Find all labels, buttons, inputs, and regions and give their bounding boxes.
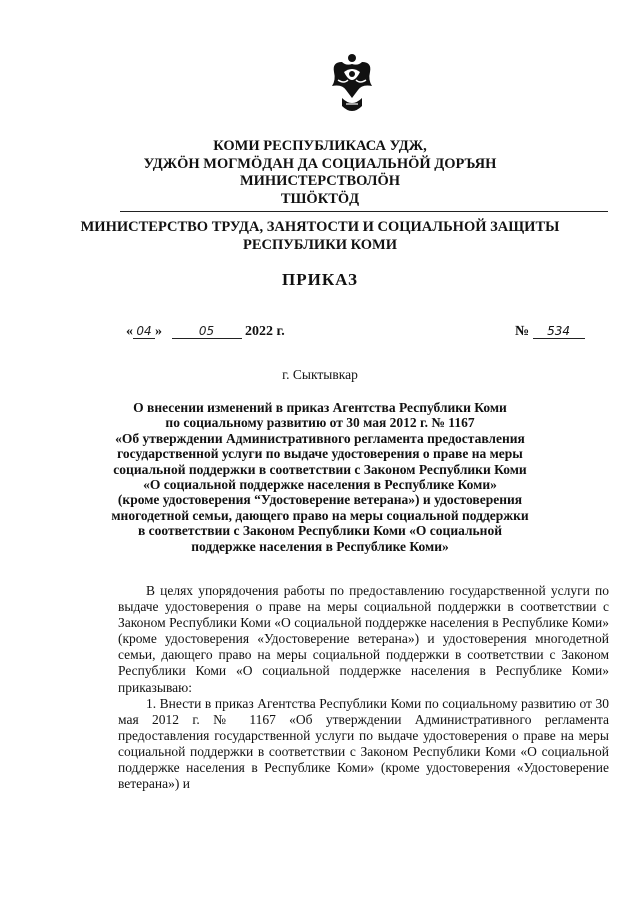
date-close-quote: » [155,324,162,339]
ministry-header [0,219,640,254]
date-year: 2022 г. [245,324,285,339]
subject-line: «Об утверждении Административного регламента предоставления [115,430,525,446]
number-value: 534 [533,324,585,339]
date-day: 04 [133,324,155,339]
subject-line: многодетной семьи, дающего право на меры социальной поддержки [111,507,529,523]
komi-header-line: ТШӦКТӦД [280,190,360,207]
ministry-header-line: РЕСПУБЛИКИ КОМИ [242,236,398,253]
subject-line: (кроме удостоверения “Удостоверение ветерана») и удостоверения [117,492,523,508]
document-type: ПРИКАЗ [282,270,358,289]
komi-header-line: КОМИ РЕСПУБЛИКАСА УДЖ, [213,138,427,154]
subject-line: по социальному развитию от 30 мая 2012 г. № 1167 [165,415,475,431]
subject-line: в соответствии с Законом Республики Коми «О социальной [137,523,502,539]
header-divider [120,211,608,212]
ministry-header-line: МИНИСТЕРСТВО ТРУДА, ЗАНЯТОСТИ И СОЦИАЛЬНОЙ ЗАЩИТЫ [80,219,560,235]
subject-line: государственной услуги по выдаче удостоверения о праве на меры [117,446,523,462]
subject-line: «О социальной поддержке населения в Республике Коми» [143,477,497,493]
date-open-quote: « [126,324,133,339]
city: г. Сыктывкар [282,367,358,382]
date-month: 05 [172,324,242,339]
subject-line: поддержке населения в Республике Коми» [191,538,449,554]
komi-header-line: МИНИСТЕРСТВОЛӦН [239,173,401,189]
order-body [118,583,609,792]
number-sign: № [515,324,530,339]
komi-coat-of-arms-icon [328,50,376,116]
subject-line: О внесении изменений в приказ Агентства Республики Коми [133,400,507,415]
body-paragraph: В целях упорядочения работы по предоставлению государственной услуги по выдаче удостоверения о праве на меры социальной поддержки в соответствии с Законом Республики Коми «О социальной поддержке населения в Республике Коми» (кроме удостоверения «Удостоверение ветерана») и удостоверения многодетной семьи, дающего право на меры социальной поддержки в соответствии с Законом Республики Коми «О социальной поддержке населения в Республике Коми» приказываю: [118,583,609,695]
body-paragraph: 1. Внести в приказ Агентства Республики Коми по социальному развитию от 30 мая 2012 г. № 1167 «Об утверждении Административного регламента предоставления государственной услуги по выдаче удостоверения о праве на меры социальной поддержки в соответствии с Законом Республики Коми «О социальной поддержке населения в Республике Коми» (кроме удостоверения «Удостоверение ветерана») и [118,695,609,792]
order-subject [0,400,640,554]
subject-line: социальной поддержки в соответствии с Законом Республики Коми [113,461,527,477]
order-number [515,324,585,340]
order-date [126,324,285,340]
komi-header-line: УДЖӦН МОГМӦДАН ДА СОЦИАЛЬНӦЙ ДОРЪЯН [143,155,497,172]
komi-header [0,138,640,208]
